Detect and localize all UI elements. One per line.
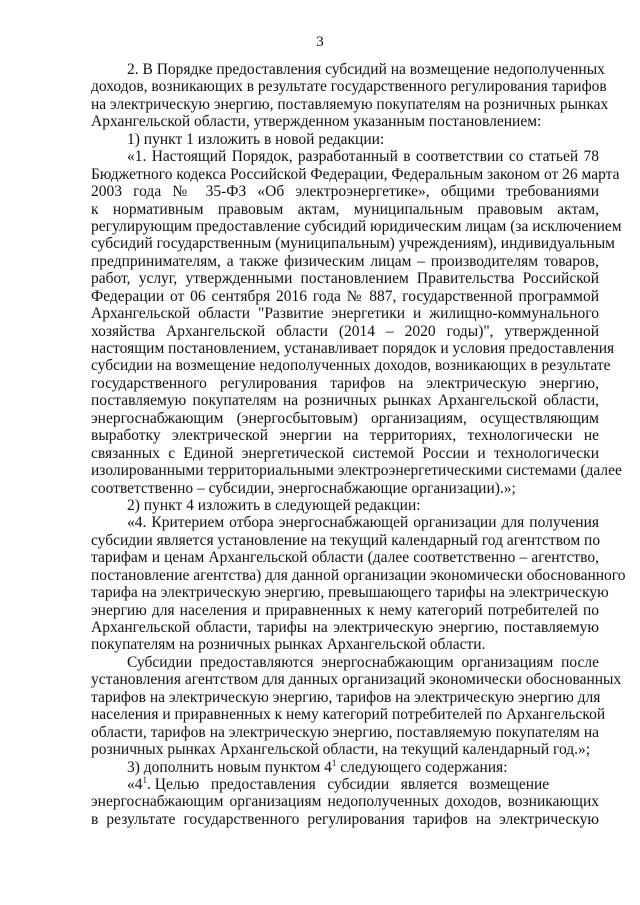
paragraph-line: предпринимателям, а также физическим лицам – производителям товаров, xyxy=(91,252,599,270)
paragraph-line: тарифа на электрическую энергию, превышающего тарифы на электрическую xyxy=(91,584,609,602)
paragraph-line: энергию для населения и приравненных к нему категорий потребителей по xyxy=(91,601,599,619)
paragraph-clause-4 xyxy=(91,514,626,654)
paragraph-sub-3 xyxy=(91,759,599,776)
paragraph-line: покупателям на розничных рынках Архангельской области. xyxy=(91,636,486,654)
document-body xyxy=(91,61,626,828)
paragraph-line: энергоснабжающим (энергосбытовым) организациям, осуществляющим xyxy=(91,409,599,427)
paragraph-clause-4-1 xyxy=(91,776,599,828)
paragraph-line: постановление агентства) для данной организации экономически обоснованного xyxy=(91,566,626,584)
paragraph-line: розничных рынках Архангельской области, на текущий календарный год.»; xyxy=(91,741,591,759)
paragraph-line: Архангельской области, утвержденном указанным постановлением: xyxy=(91,113,542,131)
paragraph-line: хозяйства Архангельской области (2014 – 2020 годы)", утвержденной xyxy=(91,322,599,340)
paragraph-line: тарифов на электрическую энергию, тарифов на электрическую энергию для xyxy=(91,688,601,706)
paragraph-line: субсидии является установление на текущий календарный год агентством по xyxy=(91,531,601,549)
paragraph-sub-1 xyxy=(91,131,599,148)
paragraph-line: 2. В Порядке предоставления субсидий на возмещение недополученных xyxy=(127,61,605,78)
paragraph-line: 2) пункт 4 изложить в следующей редакции: xyxy=(127,496,421,514)
paragraph-line: субсидии на возмещение недополученных доходов, возникающих в результате xyxy=(91,357,611,375)
paragraph-item-2 xyxy=(91,61,609,131)
paragraph-line: области, тарифов на электрическую энергию, поставляемую покупателям на xyxy=(91,723,599,741)
paragraph-line: «1. Настоящий Порядок, разработанный в соответствии со статьей 78 xyxy=(127,148,599,166)
paragraph-line: выработку электрической энергии на территориях, технологически не xyxy=(91,427,599,445)
paragraph-line: доходов, возникающих в результате государственного регулирования тарифов xyxy=(91,78,607,96)
page-number: 3 xyxy=(316,34,324,50)
paragraph-line: 2003 года № 35-ФЗ «Об электроэнергетике», общими требованиями xyxy=(91,183,599,201)
paragraph-line: поставляемую покупателям на розничных рынках Архангельской области, xyxy=(91,392,599,410)
paragraph-line: к нормативным правовым актам, муниципальным правовым актам, xyxy=(91,200,599,218)
paragraph-line: тарифам и ценам Архангельской области (далее соответственно – агентство, xyxy=(91,549,599,567)
paragraph-line: изолированными территориальными электроэнергетическими системами (далее xyxy=(91,462,622,480)
superscript: 1 xyxy=(331,757,337,768)
line-text: следующего содержания: xyxy=(336,758,508,776)
paragraph-line: энергоснабжающим организациям недополученных доходов, возникающих xyxy=(91,793,599,811)
paragraph-line: установления агентством для данных организаций экономически обоснованных xyxy=(91,671,622,689)
paragraph-line: в результате государственного регулирования тарифов на электрическую xyxy=(91,810,599,828)
paragraph-line xyxy=(91,759,599,776)
paragraph-line: субсидий государственным (муниципальным) учреждениям), индивидуальным xyxy=(91,235,615,253)
paragraph-line: населения и приравненных к нему категорий потребителей по Архангельской xyxy=(91,706,606,724)
paragraph-line: настоящим постановлением, устанавливает порядок и условия предоставления xyxy=(91,340,615,357)
paragraph-line: Архангельской области, тарифы на электрическую энергию, поставляемую xyxy=(91,619,599,636)
paragraph-line: 1) пункт 1 изложить в новой редакции: xyxy=(127,130,385,148)
paragraph-line: на электрическую энергию, поставляемую покупателям на розничных рынках xyxy=(91,95,609,113)
paragraph-line: регулирующим предоставление субсидий юридическим лицам (за исключением xyxy=(91,217,622,235)
paragraph-clause-1 xyxy=(91,148,622,497)
paragraph-line: «4. Критерием отбора энергоснабжающей организации для получения xyxy=(127,514,599,532)
paragraph-subsidies xyxy=(91,653,622,759)
paragraph-line: Федерации от 06 сентября 2016 года № 887, государственной программой xyxy=(91,287,599,305)
paragraph-line: Субсидии предоставляются энергоснабжающим организациям после xyxy=(127,653,599,671)
paragraph-line: связанных с Единой энергетической системой России и технологически xyxy=(91,444,599,462)
paragraph-line xyxy=(91,776,599,793)
paragraph-sub-2 xyxy=(91,497,599,514)
line-text: 3) дополнить новым пунктом 4 xyxy=(127,758,332,776)
line-text: «4 xyxy=(127,775,143,793)
paragraph-line: работ, услуг, утвержденными постановлением Правительства Российской xyxy=(91,270,599,288)
paragraph-line: соответственно – субсидии, энергоснабжающие организации).»; xyxy=(91,479,516,497)
line-text: . Целью предоставления субсидии является возмещение xyxy=(147,775,550,793)
paragraph-line: государственного регулирования тарифов на электрическую энергию, xyxy=(91,374,599,392)
paragraph-line: Архангельской области "Развитие энергетики и жилищно-коммунального xyxy=(91,305,599,323)
paragraph-line: Бюджетного кодекса Российской Федерации, Федеральным законом от 26 марта xyxy=(91,165,620,183)
superscript: 1 xyxy=(142,774,147,785)
